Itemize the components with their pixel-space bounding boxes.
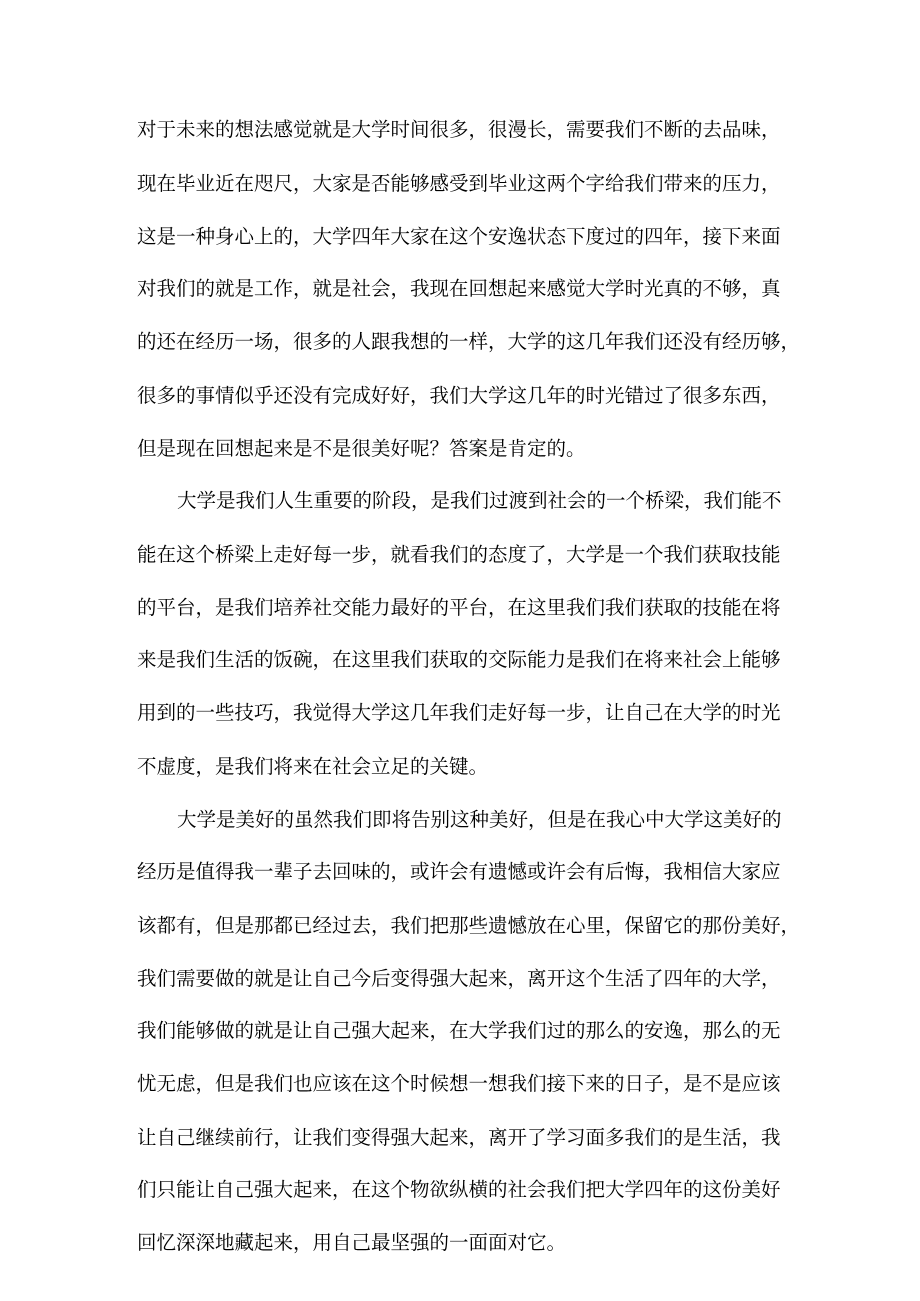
text-line: 的还在经历一场，很多的人跟我想的一样，大学的这几年我们还没有经历够， [137,330,801,353]
text-line: 大学是美好的虽然我们即将告别这种美好，但是在我心中大学这美好的 [177,808,782,831]
text-line: 回忆深深地藏起来，用自己最坚强的一面面对它。 [137,1231,567,1254]
text-line: 很多的事情似乎还没有完成好好，我们大学这几年的时光错过了很多东西， [137,384,781,407]
text-line: 用到的一些技巧，我觉得大学这几年我们走好每一步，让自己在大学的时光 [137,701,781,724]
text-line: 对我们的就是工作，就是社会，我现在回想起来感觉大学时光真的不够，真 [137,277,781,300]
text-line: 忧无虑，但是我们也应该在这个时候想一想我们接下来的日子，是不是应该 [137,1072,781,1095]
text-line: 该都有，但是那都已经过去，我们把那些遗憾放在心里，保留它的那份美好， [137,914,801,937]
text-line: 们只能让自己强大起来，在这个物欲纵横的社会我们把大学四年的这份美好 [137,1178,781,1201]
text-line: 我们能够做的就是让自己强大起来，在大学我们过的那么的安逸，那么的无 [137,1019,781,1042]
text-line: 但是现在回想起来是不是很美好呢？答案是肯定的。 [137,437,586,460]
text-line: 我们需要做的就是让自己今后变得强大起来，离开这个生活了四年的大学， [137,967,781,990]
text-line: 这是一种身心上的，大学四年大家在这个安逸状态下度过的四年，接下来面 [137,225,781,248]
text-line: 能在这个桥梁上走好每一步，就看我们的态度了，大学是一个我们获取技能 [137,543,781,566]
text-line: 不虚度，是我们将来在社会立足的关键。 [137,755,489,778]
text-line: 对于未来的想法感觉就是大学时间很多，很漫长，需要我们不断的去品味， [137,118,781,141]
text-line: 让自己继续前行，让我们变得强大起来，离开了学习面多我们的是生活，我 [137,1126,781,1149]
text-line: 来是我们生活的饭碗，在这里我们获取的交际能力是我们在将来社会上能够 [137,648,781,671]
text-line: 现在毕业近在咫尺，大家是否能够感受到毕业这两个字给我们带来的压力， [137,172,781,195]
text-line: 的平台，是我们培养社交能力最好的平台，在这里我们我们获取的技能在将 [137,596,781,619]
text-line: 大学是我们人生重要的阶段，是我们过渡到社会的一个桥梁，我们能不 [177,489,782,512]
text-line: 经历是值得我一辈子去回味的，或许会有遗憾或许会有后悔，我相信大家应 [137,860,781,883]
